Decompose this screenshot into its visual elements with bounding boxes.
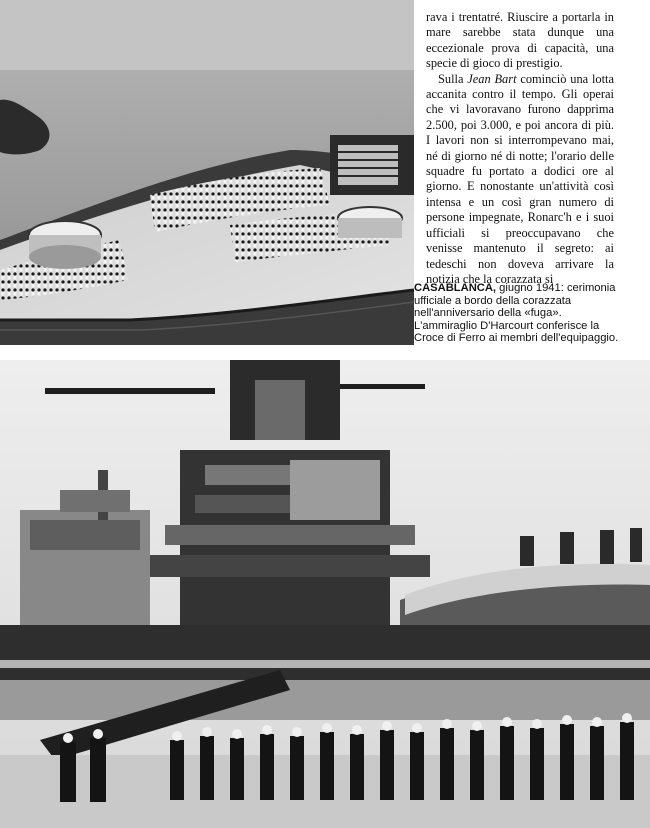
photo-caption (414, 282, 620, 345)
caption-place: CASABLANCA, (414, 282, 497, 294)
caption-text: giugno 1941: cerimonia ufficiale a bordo della corazzata nell'anniversario della «fuga». L'ammiraglio D'Harcourt conferisce la Croce di Ferro ai membri dell'equipaggio. (414, 282, 619, 345)
article-paragraph-1: rava i trentatré. Riuscire a portarla in mare sarebbe stata dunque una eccezionale prova di capacità, una specie di gioco di prestigio. (426, 10, 614, 71)
ship-name: Jean Bart (467, 71, 517, 86)
article-paragraph-2-lead: Sulla (438, 71, 468, 86)
battleship-photo-illustration (0, 360, 650, 828)
deck-photo-illustration (0, 0, 414, 345)
photo-battleship-crew (0, 360, 650, 828)
article-text-column (426, 10, 614, 287)
article-paragraph-2-body: cominciò una lotta accanita contro il tempo. Gli operai che vi lavoravano furono dapprima 2.500, poi 3.000, e poi ancora di più. I lavori non si interrompevano mai, né di giorno né di notte; l'orario delle squadre fu portato a dodici ore al giorno. E nonostante un'attività così intensa e un così gran numero di persone impegnate, Ronarc'h e i suoi ufficiali si preoccupavano che venisse mantenuto il segreto: ai tedeschi non doveva arrivare la notizia che la corazzata si (426, 71, 614, 286)
article-paragraph-2 (426, 72, 614, 288)
photo-ceremony-deck (0, 0, 414, 345)
